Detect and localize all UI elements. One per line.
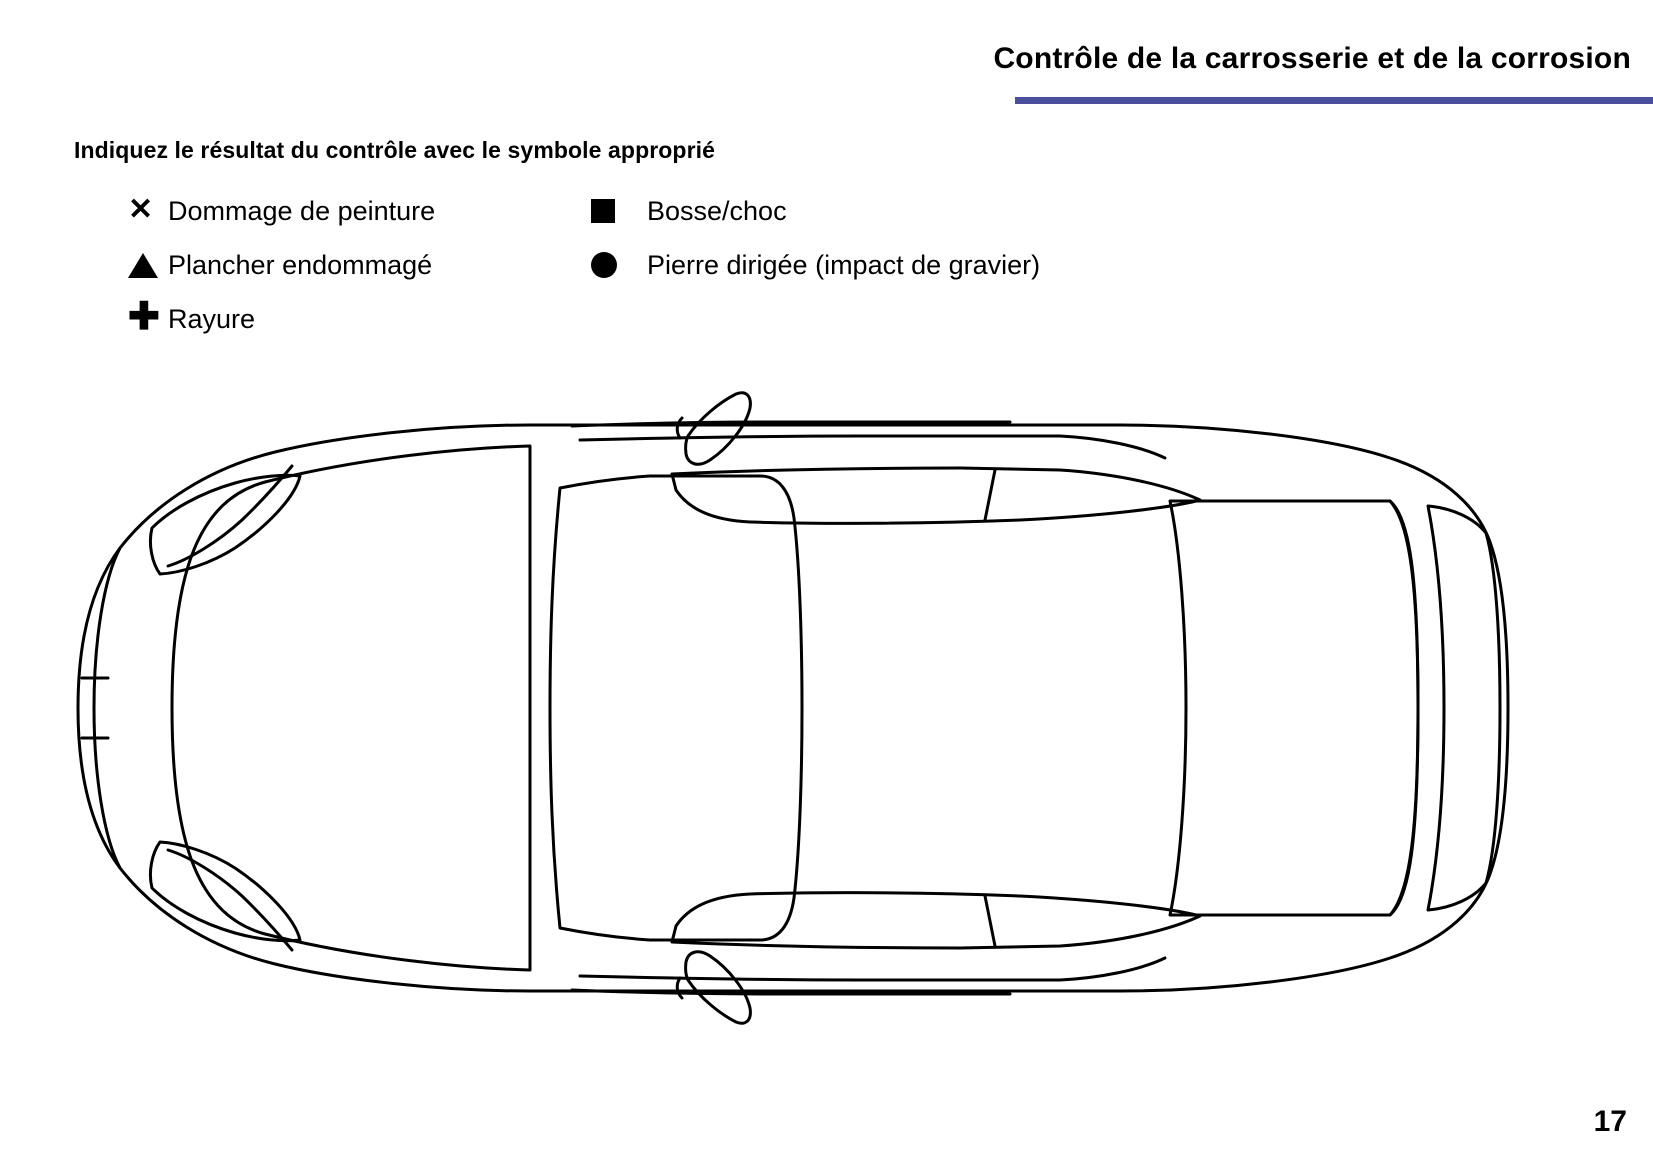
page-header xyxy=(993,42,1631,75)
legend-label-stone-chip: Pierre dirigée (impact de gravier) xyxy=(647,249,1041,280)
x-mark-icon xyxy=(128,193,168,226)
x-mark-glyph: ✕ xyxy=(128,193,154,226)
triangle-shape xyxy=(128,253,158,278)
page-number: 17 xyxy=(1593,1105,1627,1138)
legend-column-left xyxy=(128,184,435,346)
plus-icon xyxy=(128,295,168,338)
legend-label-dent: Bosse/choc xyxy=(647,195,787,226)
legend-item-dent xyxy=(591,184,1040,238)
circle-icon xyxy=(591,252,647,278)
legend-label-floor-damage: Plancher endommagé xyxy=(168,249,433,280)
legend-label-scratch: Rayure xyxy=(168,303,256,334)
legend-item-scratch xyxy=(128,292,435,346)
triangle-icon xyxy=(128,253,168,278)
header-rule xyxy=(1015,97,1653,104)
page-title: Contrôle de la carrosserie et de la corrosion xyxy=(993,42,1631,75)
legend-column-right xyxy=(591,184,1040,292)
instruction-text: Indiquez le résultat du contrôle avec le symbole approprié xyxy=(74,137,716,163)
square-icon xyxy=(591,199,647,223)
plus-glyph: ✚ xyxy=(128,295,160,338)
legend-label-paint-damage: Dommage de peinture xyxy=(168,195,436,226)
car-diagram xyxy=(60,378,1520,1038)
legend-item-paint-damage xyxy=(128,184,435,238)
legend-item-floor-damage xyxy=(128,238,435,292)
circle-shape xyxy=(591,252,617,278)
legend-item-stone-chip xyxy=(591,238,1040,292)
square-shape xyxy=(591,199,615,223)
